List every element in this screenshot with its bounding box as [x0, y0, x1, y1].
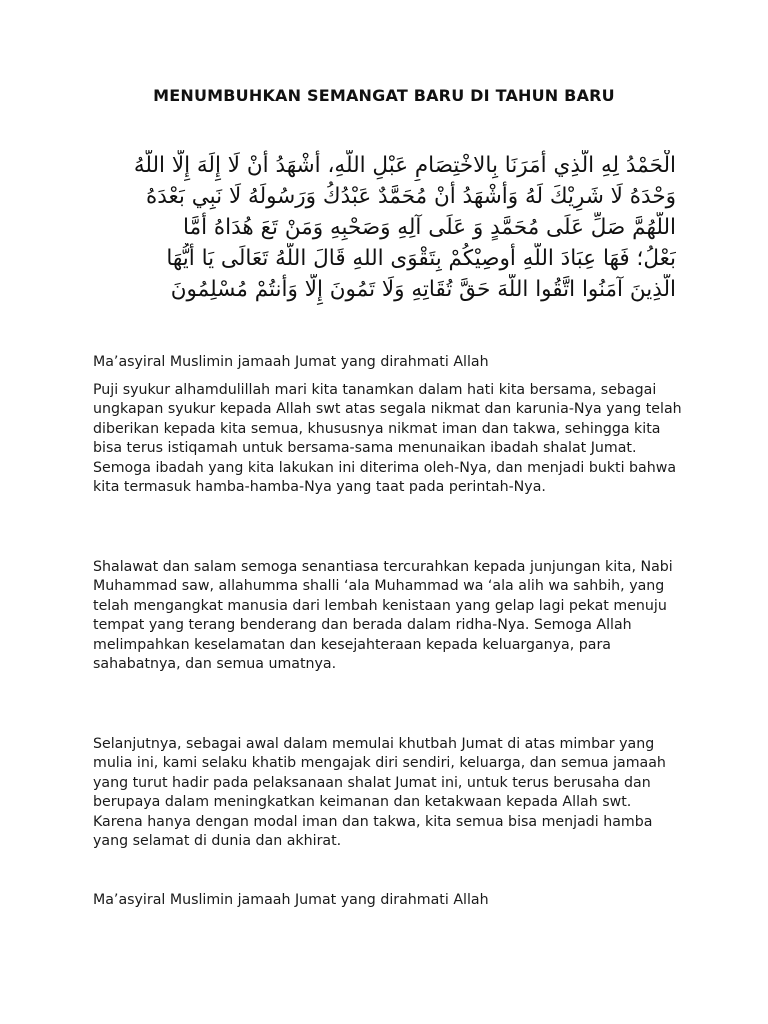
arabic-line: الْحَمْدُ لِهِ الَّذِي أَمَرَنَا بِالاخْتِصَامِ عَبْلِ اللَّهِ، أَشْهَدُ أَنْ لَا إِلَهَ إِلَّا اللَّهُ	[133, 153, 676, 178]
body-paragraph: Selanjutnya, sebagai awal dalam memulai khutbah Jumat di atas mimbar yang mulia ini, kami selaku khatib mengajak diri sendiri, keluarga, dan semua jamaah yang turut hadir pada pelaksanaan shalat Jumat ini, untuk terus berusaha dan berupaya dalam meningkatkan keimanan dan ketakwaan kepada Allah swt. Karena hanya dengan modal iman dan takwa, kita semua bisa menjadi hamba yang selamat di dunia dan akhirat.	[93, 736, 666, 850]
arabic-line: بَعْلُ؛ فَهَا عِبَادَ اللَّهِ أُوصِيْكُمْ بِتَقْوَى اللهِ قَالَ اللَّهُ تَعَالَى يَا أَيُّهَا	[166, 246, 676, 271]
body-paragraph: Puji syukur alhamdulillah mari kita tanamkan dalam hati kita bersama, sebagai ungkapan syukur kepada Allah swt atas segala nikmat dan karunia-Nya yang telah diberikan kepada kita semua, khususnya nikmat iman dan takwa, sehingga kita bisa terus istiqamah untuk bersama-sama menunaikan ibadah shalat Jumat. Semoga ibadah yang kita lakukan ini diterima oleh-Nya, dan menjadi bukti bahwa kita termasuk hamba-hamba-Nya yang taat pada perintah-Nya.	[93, 382, 682, 496]
arabic-line: الَّذِينَ آمَنُوا اتَّقُوا اللَّهَ حَقَّ تُقَاتِهِ وَلَا تَمُونَ إِلَّا وَأَنتُمْ مُسْلِمُونَ	[170, 277, 676, 302]
arabic-line: اللَّهُمَّ صَلِّ عَلَى مُحَمَّدٍ وَ عَلَى آلِهِ وَصَحْبِهِ وَمَنْ تَعَ هُدَاهُ أَمَّا	[183, 215, 676, 240]
greeting-paragraph: Ma’asyiral Muslimin jamaah Jumat yang dirahmati Allah	[93, 892, 489, 908]
body-paragraph: Shalawat dan salam semoga senantiasa tercurahkan kepada junjungan kita, Nabi Muhammad saw, allahumma shalli ‘ala Muhammad wa ‘ala alih wa sahbih, yang telah mengangkat manusia dari lembah kenistaan yang gelap lagi pekat menuju tempat yang terang benderang dan berada dalam ridha-Nya. Semoga Allah melimpahkan keselamatan dan kesejahteraan kepada keluarganya, para sahabatnya, dan semua umatnya.	[93, 559, 673, 673]
greeting-paragraph: Ma’asyiral Muslimin jamaah Jumat yang dirahmati Allah	[93, 354, 489, 370]
arabic-opening-prayer	[93, 150, 676, 305]
arabic-line: وَحْدَهُ لَا شَرِيْكَ لَهُ وَأَشْهَدُ أَنْ مُحَمَّدٌ عَبْدُكُ وَرَسُولَهُ لَا نَبِي بَعْدَهُ	[145, 184, 676, 209]
document-title: MENUMBUHKAN SEMANGAT BARU DI TAHUN BARU	[153, 86, 615, 105]
